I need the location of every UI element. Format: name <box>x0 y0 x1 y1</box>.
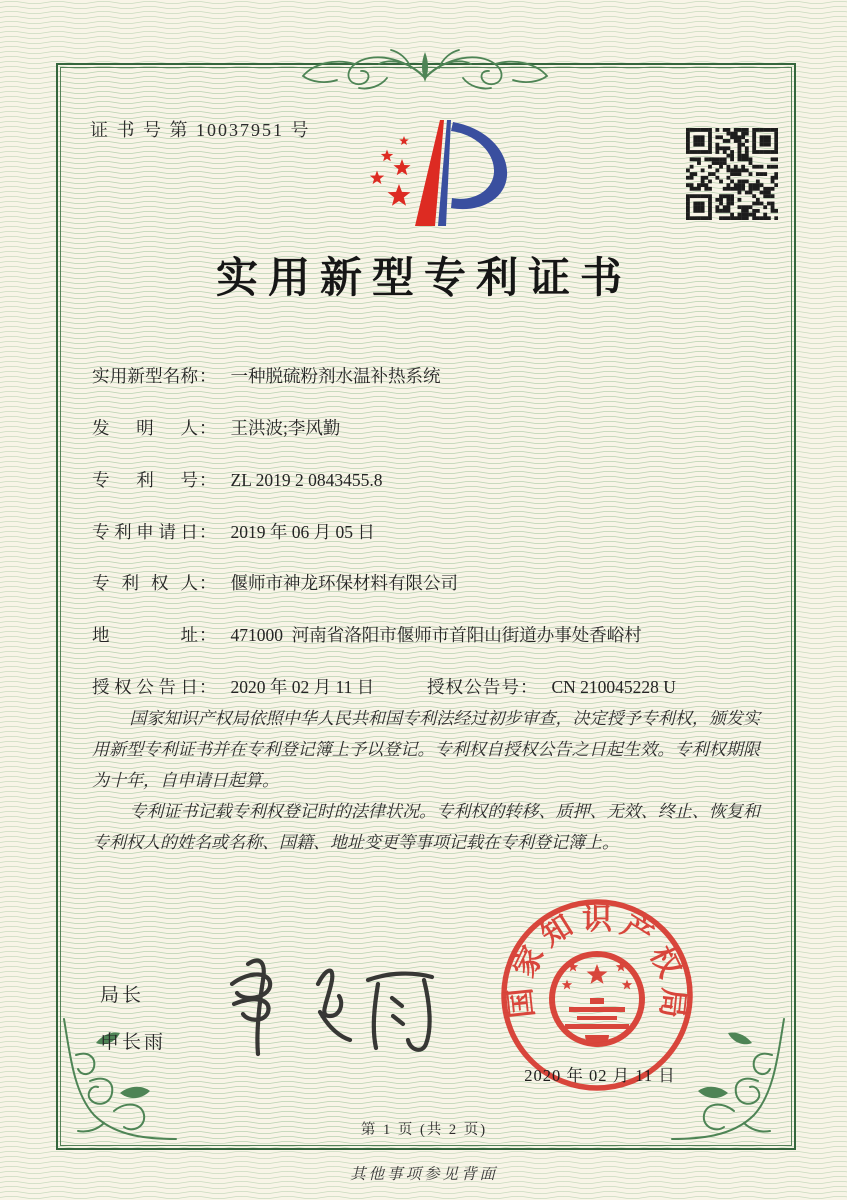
field-label: 专利号 <box>92 470 198 490</box>
certificate-title: 实用新型专利证书 <box>215 256 632 302</box>
director-name: 申长雨 <box>100 1032 167 1053</box>
certificate-number: 证 书 号 第 10037951 号 <box>90 120 311 140</box>
field-label: 发明人 <box>92 418 198 438</box>
field-row-address <box>92 622 642 647</box>
svg-text:家: 家 <box>507 941 551 983</box>
field-colon: ： <box>199 522 217 542</box>
field-label: 实用新型名称 <box>92 366 198 386</box>
field-row-inventor <box>92 415 340 440</box>
legal-paragraph-2: 专利证书记载专利权登记时的法律状况。专利权的转移、质押、无效、终止、恢复和专利权人的姓名或名称、国籍、地址变更等事项记载在专利登记簿上。 <box>92 802 760 852</box>
field-value: 一种脱硫粉剂水温补热系统 <box>230 366 441 386</box>
svg-text:国: 国 <box>503 986 540 1020</box>
cnipa-logo-icon <box>347 108 512 233</box>
field-value: 2019 年 06 月 05 日 <box>230 522 375 542</box>
legal-text <box>92 703 760 858</box>
svg-text:识: 识 <box>582 903 612 936</box>
grant-number-group <box>427 674 676 699</box>
field-colon: ： <box>199 677 217 697</box>
field-colon: ： <box>520 677 538 697</box>
field-row-name <box>92 363 441 388</box>
seal-date: 2020 年 02 月 11 日 <box>524 1066 676 1085</box>
field-colon: ： <box>199 470 217 490</box>
legal-paragraph-1: 国家知识产权局依照中华人民共和国专利法经过初步审查，决定授予专利权，颁发实用新型专利证书并在专利登记簿上予以登记。专利权自授权公告之日起生效。专利权期限为十年，自申请日起算。 <box>92 709 760 790</box>
svg-text:权: 权 <box>643 941 687 983</box>
svg-text:知: 知 <box>535 909 579 953</box>
field-colon: ： <box>199 573 217 593</box>
field-label: 授权公告号 <box>427 677 519 697</box>
svg-text:局: 局 <box>654 986 691 1020</box>
field-row-grant <box>92 674 676 699</box>
field-row-filing-date <box>92 519 375 544</box>
field-label: 授权公告日 <box>92 677 198 697</box>
back-side-note: 其他事项参见背面 <box>349 1166 498 1183</box>
field-value: ZL 2019 2 0843455.8 <box>230 470 383 490</box>
field-value: 2020 年 02 月 11 日 <box>230 677 375 697</box>
field-label: 专利申请日 <box>92 522 198 542</box>
field-value: 偃师市神龙环保材料有限公司 <box>230 573 458 593</box>
director-title: 局长 <box>100 985 145 1006</box>
national-emblem <box>552 954 642 1047</box>
field-label: 地址 <box>92 625 198 645</box>
field-value: 王洪波;李风勤 <box>230 418 341 438</box>
page-number: 第 1 页 (共 2 页) <box>360 1122 488 1138</box>
svg-text:产: 产 <box>615 909 659 953</box>
handwritten-signature-icon <box>210 950 445 1060</box>
field-label: 专利权人 <box>92 573 198 593</box>
field-colon: ： <box>199 625 217 645</box>
field-value: CN 210045228 U <box>551 677 676 697</box>
field-colon: ： <box>199 418 217 438</box>
field-value: 471000 河南省洛阳市偃师市首阳山街道办事处香峪村 <box>230 625 642 645</box>
field-row-patent-no <box>92 467 382 492</box>
qr-code-icon <box>686 128 778 220</box>
field-row-patentee <box>92 570 458 595</box>
field-colon: ： <box>199 366 217 386</box>
